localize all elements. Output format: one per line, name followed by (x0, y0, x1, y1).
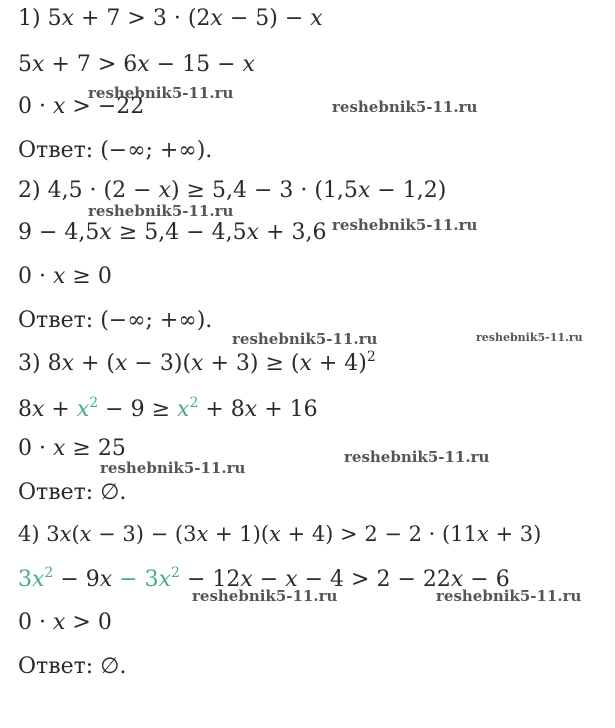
watermark: reshebnik5-11.ru (476, 331, 583, 344)
watermark: reshebnik5-11.ru (100, 459, 246, 477)
answer-line: Ответ: (−∞; +∞). (18, 308, 213, 333)
solution-line: 4) 3x(x − 3) − (3x + 1)(x + 4) > 2 − 2 · (11x + 3) (18, 522, 542, 546)
answer-line: Ответ: (−∞; +∞). (18, 138, 213, 163)
answer-line: Ответ: ∅. (18, 654, 127, 679)
watermark: reshebnik5-11.ru (436, 587, 582, 605)
solution-line: 0 · x ≥ 25 (18, 436, 126, 461)
solution-line: 0 · x > −22 (18, 94, 145, 119)
solution-line: 2) 4,5 · (2 − x) ≥ 5,4 − 3 · (1,5x − 1,2) (18, 178, 447, 203)
solution-line: 0 · x > 0 (18, 610, 112, 635)
solution-line: 9 − 4,5x ≥ 5,4 − 4,5x + 3,6 (18, 220, 327, 245)
solution-line: 5x + 7 > 6x − 15 − x (18, 52, 255, 77)
answer-line: Ответ: ∅. (18, 480, 127, 505)
watermark: reshebnik5-11.ru (332, 216, 478, 234)
solution-line: $3x^2 - 9x - 3x^2 - 12x - x - 4 > 2 - 22x - 6$ (18, 565, 510, 592)
watermark: reshebnik5-11.ru (88, 84, 234, 102)
solution-line: 3) $8x + (x - 3)(x + 3) \ge (x + 4)^2$ (18, 349, 376, 376)
watermark: reshebnik5-11.ru (332, 98, 478, 116)
watermark: reshebnik5-11.ru (192, 587, 338, 605)
watermark: reshebnik5-11.ru (88, 202, 234, 220)
solution-line: 0 · x ≥ 0 (18, 264, 112, 289)
solution-line: 1) 5x + 7 > 3 · (2x − 5) − x (18, 6, 323, 31)
solution-line: $8x + x^2 - 9 \ge x^2 + 8x + 16$ (18, 395, 318, 422)
watermark: reshebnik5-11.ru (344, 448, 490, 466)
watermark: reshebnik5-11.ru (232, 330, 378, 348)
